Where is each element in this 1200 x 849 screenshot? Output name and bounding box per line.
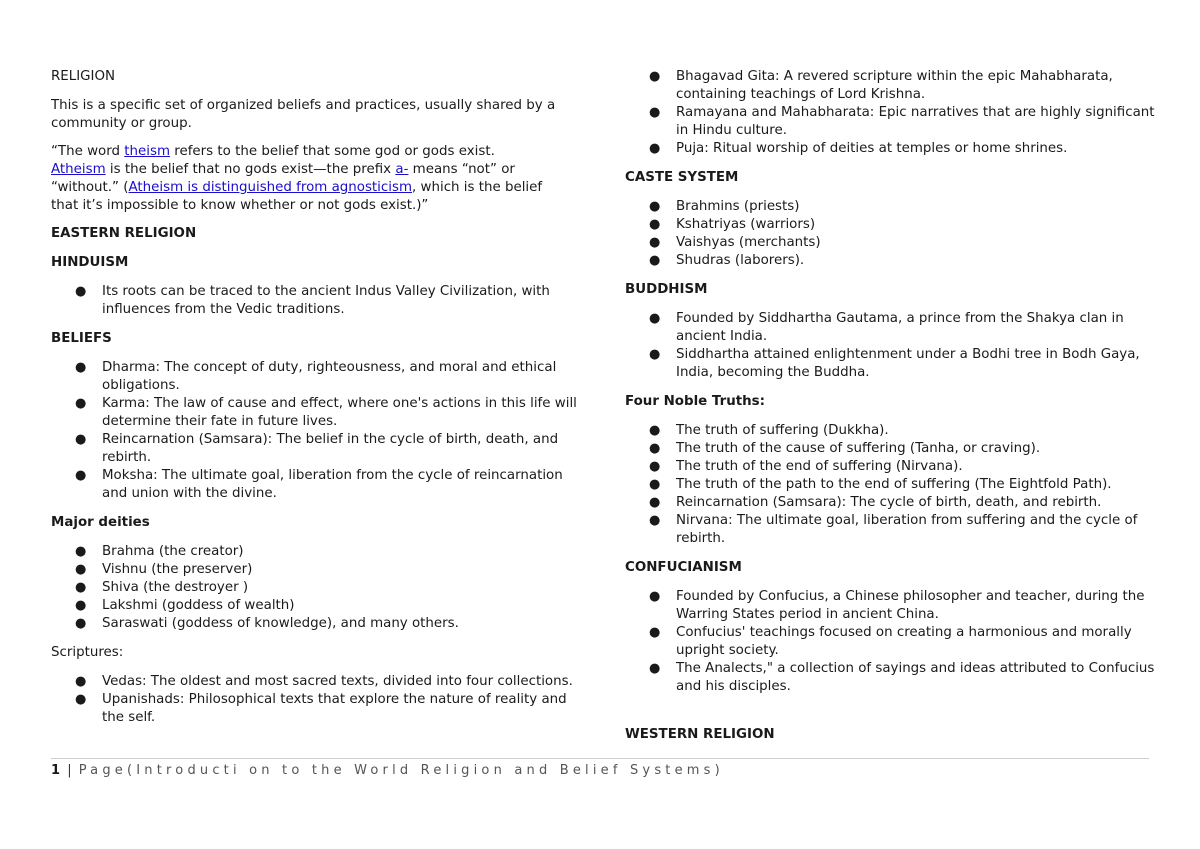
list-item: ● Founded by Siddhartha Gautama, a prince from the Shakya clan in ancient India.	[649, 311, 1124, 344]
list-item: ● Vaishyas (merchants)	[649, 235, 821, 250]
left-column	[51, 68, 581, 738]
religion-heading: RELIGION	[51, 69, 116, 84]
list-item: ● The truth of the cause of suffering (Tanha, or craving).	[649, 441, 1041, 456]
list-item: ● The Analects," a collection of sayings and ideas attributed to Confucius and his disciples.	[649, 661, 1155, 694]
list-item: ● The truth of the end of suffering (Nirvana).	[649, 459, 963, 474]
caste-system-heading: CASTE SYSTEM	[625, 170, 739, 185]
list-item: ● Saraswati (goddess of knowledge), and many others.	[75, 616, 459, 631]
confucianism-heading: CONFUCIANISM	[625, 560, 742, 575]
list-item: ● Reincarnation (Samsara): The belief in the cycle of birth, death, and rebirth.	[75, 432, 559, 465]
bullet-icon: ●	[649, 217, 661, 232]
buddhism-list	[625, 310, 1155, 382]
bullet-icon: ●	[75, 580, 87, 595]
bullet-icon: ●	[649, 495, 661, 510]
bullet-icon: ●	[75, 396, 87, 411]
list-item: ● Confucius' teachings focused on creating a harmonious and morally upright society.	[649, 625, 1132, 658]
quote-text-2: refers to the belief that some god or gods exist.	[170, 144, 495, 159]
religion-definition: This is a specific set of organized beliefs and practices, usually shared by a community or group.	[51, 98, 556, 131]
list-item: ● Shiva (the destroyer )	[75, 580, 249, 595]
list-item: ● Bhagavad Gita: A revered scripture within the epic Mahabharata, containing teachings of Lord Krishna.	[649, 69, 1113, 102]
prefix-a-link[interactable]: a-	[395, 162, 409, 177]
bullet-icon: ●	[649, 141, 661, 156]
buddhism-heading: BUDDHISM	[625, 282, 708, 297]
list-item: ● Lakshmi (goddess of wealth)	[75, 598, 295, 613]
page-number: 1	[51, 763, 61, 778]
caste-list	[625, 198, 1155, 270]
footer-separator: |	[67, 763, 72, 778]
theism-link[interactable]: theism	[124, 144, 170, 159]
list-item: ● Founded by Confucius, a Chinese philosopher and teacher, during the Warring States period in ancient China.	[649, 589, 1145, 622]
four-noble-truths-heading: Four Noble Truths:	[625, 394, 765, 409]
list-item: ● Its roots can be traced to the ancient Indus Valley Civilization, with influences from the Vedic traditions.	[75, 284, 550, 317]
bullet-icon: ●	[75, 674, 87, 689]
bullet-icon: ●	[649, 105, 661, 120]
theism-quote	[51, 143, 551, 215]
quote-text-4: means “not” or “without.” (	[51, 162, 515, 195]
bullet-icon: ●	[75, 598, 87, 613]
bullet-icon: ●	[649, 477, 661, 492]
list-item: ● Siddhartha attained enlightenment under a Bodhi tree in Bodh Gaya, India, becoming the Buddha.	[649, 347, 1140, 380]
bullet-icon: ●	[75, 360, 87, 375]
bullet-icon: ●	[649, 441, 661, 456]
list-item: ● The truth of suffering (Dukkha).	[649, 423, 889, 438]
scriptures-list	[51, 673, 581, 727]
list-item: ● Nirvana: The ultimate goal, liberation from suffering and the cycle of rebirth.	[649, 513, 1138, 546]
bullet-icon: ●	[75, 692, 87, 707]
hinduism-heading: HINDUISM	[51, 255, 129, 270]
confucianism-list	[625, 588, 1155, 696]
list-item: ● Moksha: The ultimate goal, liberation from the cycle of reincarnation and union with the divine.	[75, 468, 563, 501]
bullet-icon: ●	[649, 513, 661, 528]
list-item: ● Vishnu (the preserver)	[75, 562, 253, 577]
beliefs-list	[51, 359, 581, 503]
list-item: ● Ramayana and Mahabharata: Epic narratives that are highly significant in Hindu culture.	[649, 105, 1155, 138]
list-item: ● Karma: The law of cause and effect, where one's actions in this life will determine their fate in future lives.	[75, 396, 577, 429]
atheism-link[interactable]: Atheism	[51, 162, 106, 177]
bullet-icon: ●	[75, 562, 87, 577]
list-item: ● Upanishads: Philosophical texts that explore the nature of reality and the self.	[75, 692, 567, 725]
quote-text-3: is the belief that no gods exist—the prefix	[105, 162, 396, 177]
western-religion-heading: WESTERN RELIGION	[625, 727, 775, 742]
bullet-icon: ●	[649, 199, 661, 214]
bullet-icon: ●	[649, 589, 661, 604]
bullet-icon: ●	[649, 423, 661, 438]
page-footer	[51, 758, 1149, 780]
bullet-icon: ●	[649, 661, 661, 676]
list-item: ● Reincarnation (Samsara): The cycle of birth, death, and rebirth.	[649, 495, 1102, 510]
quote-text-1: “The word	[51, 144, 125, 159]
bullet-icon: ●	[649, 311, 661, 326]
bullet-icon: ●	[649, 69, 661, 84]
footer-title: Page(Introducti on to the World Religion and Belief Systems)	[78, 763, 724, 778]
truths-list	[625, 422, 1155, 548]
bullet-icon: ●	[75, 616, 87, 631]
right-column	[625, 68, 1155, 755]
deities-list	[51, 543, 581, 633]
list-item: ● The truth of the path to the end of suffering (The Eightfold Path).	[649, 477, 1112, 492]
bullet-icon: ●	[649, 253, 661, 268]
list-item: ● Kshatriyas (warriors)	[649, 217, 816, 232]
bullet-icon: ●	[649, 347, 661, 362]
list-item: ● Vedas: The oldest and most sacred texts, divided into four collections.	[75, 674, 573, 689]
list-item: ● Dharma: The concept of duty, righteousness, and moral and ethical obligations.	[75, 360, 557, 393]
quote-text-5: , which is the belief that it’s impossible to know whether or not gods exist.)”	[51, 180, 543, 213]
major-deities-heading: Major deities	[51, 515, 150, 530]
bullet-icon: ●	[75, 544, 87, 559]
bullet-icon: ●	[649, 235, 661, 250]
scriptures-continued-list	[625, 68, 1155, 158]
list-item: ● Puja: Ritual worship of deities at temples or home shrines.	[649, 141, 1068, 156]
bullet-icon: ●	[649, 459, 661, 474]
bullet-icon: ●	[75, 432, 87, 447]
list-item: ● Brahmins (priests)	[649, 199, 800, 214]
beliefs-heading: BELIEFS	[51, 331, 112, 346]
hinduism-list	[51, 283, 581, 319]
bullet-icon: ●	[75, 468, 87, 483]
agnosticism-link[interactable]: Atheism is distinguished from agnosticism	[128, 180, 413, 195]
scriptures-heading: Scriptures:	[51, 645, 124, 660]
list-item: ● Shudras (laborers).	[649, 253, 805, 268]
eastern-religion-heading: EASTERN RELIGION	[51, 226, 197, 241]
bullet-icon: ●	[75, 284, 87, 299]
list-item: ● Brahma (the creator)	[75, 544, 244, 559]
bullet-icon: ●	[649, 625, 661, 640]
